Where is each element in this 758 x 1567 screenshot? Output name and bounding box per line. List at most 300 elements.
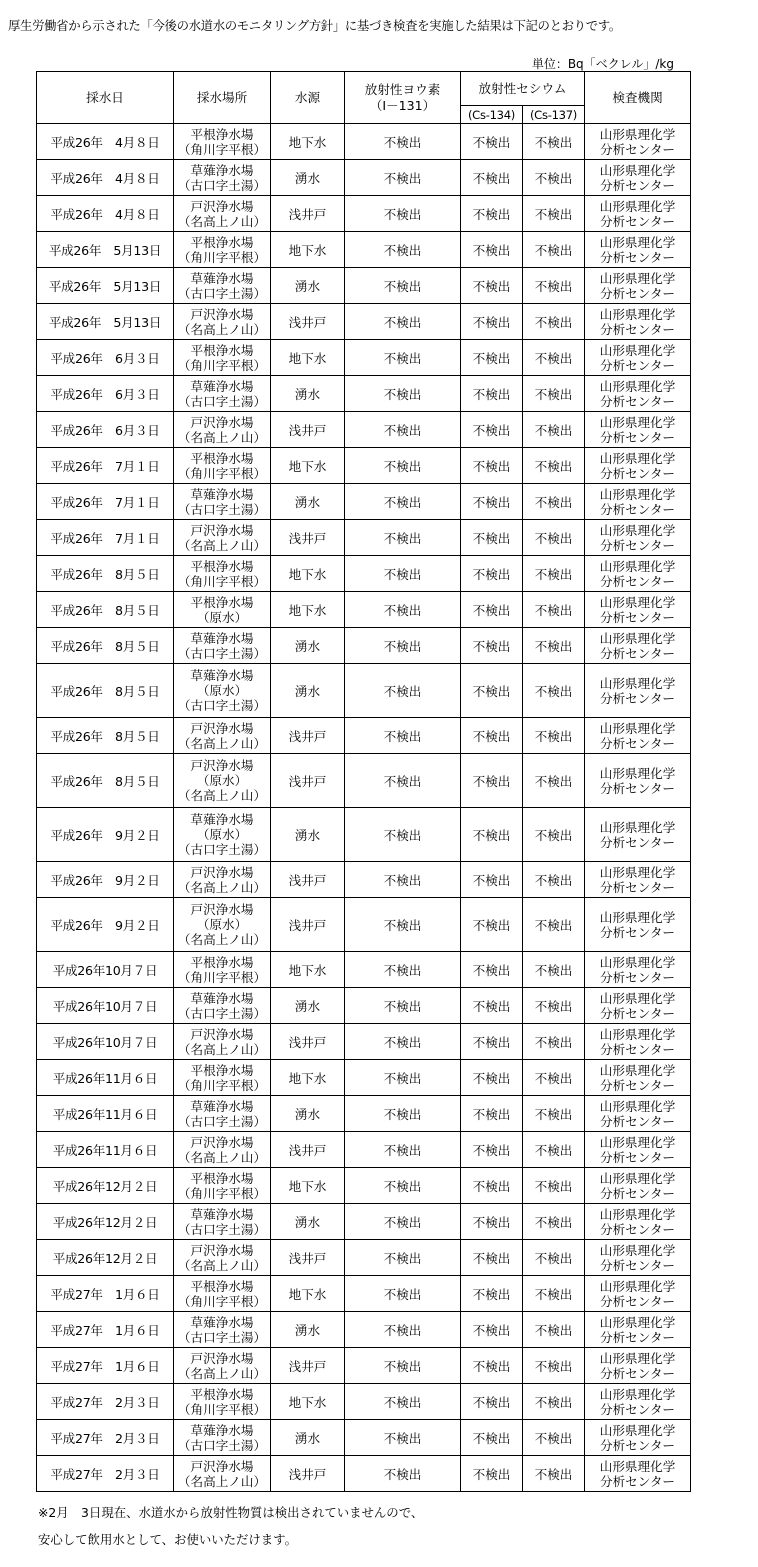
sample-date: 平成26年11月６日 (37, 1096, 174, 1132)
inspection-org-line: 分析センター (599, 1293, 676, 1309)
sample-date: 平成26年 9月２日 (37, 808, 174, 862)
inspection-org (585, 376, 691, 412)
sample-place-line: 草薙浄水場 (190, 1098, 254, 1114)
sample-date: 平成27年 2月３日 (37, 1420, 174, 1456)
cs137-result: 不検出 (523, 1060, 585, 1096)
inspection-org-line: 山形県理化学 (599, 675, 676, 691)
sample-date: 平成26年 8月５日 (37, 592, 174, 628)
sample-date: 平成26年10月７日 (37, 988, 174, 1024)
sample-date: 平成26年 8月５日 (37, 718, 174, 754)
table-row (37, 484, 691, 520)
table-row (37, 448, 691, 484)
inspection-org-line: 山形県理化学 (599, 1026, 676, 1042)
sample-place (174, 1312, 271, 1348)
sample-date: 平成26年 4月８日 (37, 160, 174, 196)
cs137-result: 不検出 (523, 1204, 585, 1240)
water-source: 浅井戸 (271, 718, 345, 754)
water-source: 浅井戸 (271, 754, 345, 808)
inspection-org-line: 分析センター (599, 1077, 676, 1093)
cs134-result: 不検出 (461, 448, 523, 484)
iodine-result: 不検出 (345, 1168, 461, 1204)
sample-place-line: （古口字土湯） (177, 1005, 267, 1021)
sample-place-line: 戸沢浄水場 (190, 198, 254, 214)
sample-date: 平成26年12月２日 (37, 1204, 174, 1240)
iodine-result: 不検出 (345, 448, 461, 484)
inspection-org (585, 1276, 691, 1312)
inspection-org-line: 分析センター (599, 1365, 676, 1381)
sample-place-line: 戸沢浄水場 (190, 1350, 254, 1366)
results-table (36, 71, 691, 1492)
cs134-result: 不検出 (461, 1096, 523, 1132)
cs137-result: 不検出 (523, 196, 585, 232)
inspection-org-line: 山形県理化学 (599, 720, 676, 736)
table-row (37, 1240, 691, 1276)
sample-place-line: （角川字平根） (177, 1185, 267, 1201)
iodine-result: 不検出 (345, 1384, 461, 1420)
table-row (37, 196, 691, 232)
sample-place-line: （古口字土湯） (177, 177, 267, 193)
inspection-org (585, 1096, 691, 1132)
sample-place-line: （古口字土湯） (177, 1221, 267, 1237)
cs137-result: 不検出 (523, 718, 585, 754)
sample-date: 平成26年 5月13日 (37, 232, 174, 268)
sample-date: 平成26年 6月３日 (37, 340, 174, 376)
table-row (37, 1132, 691, 1168)
sample-place-line: （原水） (196, 917, 248, 932)
inspection-org (585, 628, 691, 664)
sample-place-line: 平根浄水場 (190, 558, 254, 574)
sample-date: 平成27年 1月６日 (37, 1312, 174, 1348)
sample-place-line: 平根浄水場 (190, 954, 254, 970)
sample-place (174, 376, 271, 412)
sample-place-line: 戸沢浄水場 (190, 902, 254, 917)
iodine-result: 不検出 (345, 232, 461, 268)
cs134-result: 不検出 (461, 1456, 523, 1492)
sample-place-line: （名高上ノ山） (177, 1041, 267, 1057)
iodine-result: 不検出 (345, 304, 461, 340)
sample-place (174, 952, 271, 988)
cs137-result: 不検出 (523, 1420, 585, 1456)
iodine-result: 不検出 (345, 718, 461, 754)
inspection-org-line: 分析センター (599, 1149, 676, 1165)
inspection-org-line: 山形県理化学 (599, 864, 676, 880)
inspection-org-line: 分析センター (599, 429, 676, 445)
inspection-org (585, 1420, 691, 1456)
table-row (37, 754, 691, 808)
inspection-org (585, 1312, 691, 1348)
sample-place-line: （名高上ノ山） (177, 537, 267, 553)
inspection-org-line: 分析センター (599, 285, 676, 301)
inspection-org-line: 分析センター (599, 924, 676, 940)
inspection-org-line: 分析センター (599, 537, 676, 553)
sample-place (174, 1456, 271, 1492)
water-source: 地下水 (271, 1060, 345, 1096)
inspection-org (585, 1456, 691, 1492)
iodine-result: 不検出 (345, 592, 461, 628)
iodine-result: 不検出 (345, 1312, 461, 1348)
cs134-result: 不検出 (461, 592, 523, 628)
water-source: 地下水 (271, 232, 345, 268)
sample-place-line: 草薙浄水場 (190, 1314, 254, 1330)
water-source: 浅井戸 (271, 1240, 345, 1276)
cs134-result: 不検出 (461, 1312, 523, 1348)
sample-place (174, 718, 271, 754)
iodine-result: 不検出 (345, 808, 461, 862)
sample-place-line: （角川字平根） (177, 1401, 267, 1417)
sample-place-line: 平根浄水場 (190, 234, 254, 250)
inspection-org-line: 分析センター (599, 690, 676, 706)
sample-place-line: 平根浄水場 (190, 594, 254, 610)
inspection-org (585, 1168, 691, 1204)
cs134-result: 不検出 (461, 556, 523, 592)
sample-place-line: 平根浄水場 (190, 1278, 254, 1294)
inspection-org-line: 分析センター (599, 609, 676, 625)
sample-place-line: （古口字土湯） (177, 1437, 267, 1453)
cs134-result: 不検出 (461, 1384, 523, 1420)
sample-place (174, 340, 271, 376)
iodine-result: 不検出 (345, 1348, 461, 1384)
water-source: 浅井戸 (271, 862, 345, 898)
sample-place (174, 1060, 271, 1096)
sample-place (174, 1384, 271, 1420)
inspection-org-line: 山形県理化学 (599, 270, 676, 286)
cs134-result: 不検出 (461, 664, 523, 718)
iodine-result: 不検出 (345, 1060, 461, 1096)
water-source: 湧水 (271, 1096, 345, 1132)
inspection-org-line: 山形県理化学 (599, 342, 676, 358)
cs134-result: 不検出 (461, 304, 523, 340)
table-row (37, 520, 691, 556)
table-row (37, 592, 691, 628)
iodine-result: 不検出 (345, 340, 461, 376)
iodine-result: 不検出 (345, 124, 461, 160)
sample-place (174, 124, 271, 160)
cs137-result: 不検出 (523, 304, 585, 340)
iodine-result: 不検出 (345, 862, 461, 898)
inspection-org-line: 山形県理化学 (599, 1458, 676, 1474)
cs134-result: 不検出 (461, 160, 523, 196)
inspection-org-line: 山形県理化学 (599, 450, 676, 466)
table-row (37, 1312, 691, 1348)
cs134-result: 不検出 (461, 808, 523, 862)
table-row (37, 124, 691, 160)
iodine-result: 不検出 (345, 1420, 461, 1456)
inspection-org (585, 448, 691, 484)
table-row (37, 1276, 691, 1312)
sample-place-line: 戸沢浄水場 (190, 1458, 254, 1474)
inspection-org-line: 分析センター (599, 1401, 676, 1417)
cs134-result: 不検出 (461, 628, 523, 664)
sample-place-line: （古口字土湯） (177, 501, 267, 517)
sample-date: 平成26年 9月２日 (37, 898, 174, 952)
inspection-org-line: 山形県理化学 (599, 234, 676, 250)
sample-place-line: 戸沢浄水場 (190, 522, 254, 538)
sample-date: 平成26年10月７日 (37, 1024, 174, 1060)
sample-place-line: 草薙浄水場 (190, 630, 254, 646)
inspection-org (585, 268, 691, 304)
sample-place-line: （角川字平根） (177, 141, 267, 157)
sample-place-line: （名高上ノ山） (177, 321, 267, 337)
inspection-org-line: 山形県理化学 (599, 1386, 676, 1402)
inspection-org-line: 山形県理化学 (599, 486, 676, 502)
cs137-result: 不検出 (523, 484, 585, 520)
sample-place-line: （古口字土湯） (177, 698, 267, 713)
sample-date: 平成26年 4月８日 (37, 196, 174, 232)
water-source: 地下水 (271, 556, 345, 592)
sample-place-line: （角川字平根） (177, 249, 267, 265)
sample-place (174, 1024, 271, 1060)
water-source: 地下水 (271, 1168, 345, 1204)
cs134-result: 不検出 (461, 124, 523, 160)
sample-place-line: 戸沢浄水場 (190, 864, 254, 880)
water-source: 浅井戸 (271, 412, 345, 448)
sample-place-line: （名高上ノ山） (177, 429, 267, 445)
inspection-org-line: 分析センター (599, 969, 676, 985)
cs134-result: 不検出 (461, 1420, 523, 1456)
water-source: 地下水 (271, 1276, 345, 1312)
sample-place-line: （古口字土湯） (177, 1113, 267, 1129)
table-row (37, 1456, 691, 1492)
table-row (37, 862, 691, 898)
iodine-result: 不検出 (345, 1024, 461, 1060)
sample-place-line: （名高上ノ山） (177, 735, 267, 751)
table-row (37, 268, 691, 304)
sample-date: 平成26年 8月５日 (37, 556, 174, 592)
sample-place (174, 484, 271, 520)
table-row (37, 988, 691, 1024)
cs134-result: 不検出 (461, 898, 523, 952)
iodine-result: 不検出 (345, 484, 461, 520)
cs134-result: 不検出 (461, 754, 523, 808)
cs134-result: 不検出 (461, 340, 523, 376)
inspection-org-line: 山形県理化学 (599, 1350, 676, 1366)
sample-place (174, 1096, 271, 1132)
sample-place-line: （角川字平根） (177, 969, 267, 985)
header-org: 検査機関 (585, 72, 691, 124)
sample-place-line: 草薙浄水場 (190, 162, 254, 178)
sample-place (174, 898, 271, 952)
header-iodine (345, 72, 461, 124)
inspection-org-line: 分析センター (599, 1041, 676, 1057)
inspection-org-line: 分析センター (599, 321, 676, 337)
cs137-result: 不検出 (523, 1024, 585, 1060)
cs137-result: 不検出 (523, 1312, 585, 1348)
iodine-result: 不検出 (345, 1204, 461, 1240)
inspection-org (585, 952, 691, 988)
inspection-org-line: 山形県理化学 (599, 558, 676, 574)
cs137-result: 不検出 (523, 1240, 585, 1276)
water-source: 地下水 (271, 124, 345, 160)
sample-place-line: 平根浄水場 (190, 1062, 254, 1078)
sample-place-line: 平根浄水場 (190, 450, 254, 466)
iodine-result: 不検出 (345, 628, 461, 664)
water-source: 湧水 (271, 1420, 345, 1456)
water-source: 湧水 (271, 1204, 345, 1240)
iodine-result: 不検出 (345, 952, 461, 988)
inspection-org-line: 分析センター (599, 501, 676, 517)
inspection-org-line: 分析センター (599, 177, 676, 193)
inspection-org-line: 山形県理化学 (599, 1206, 676, 1222)
inspection-org-line: 山形県理化学 (599, 126, 676, 142)
inspection-org (585, 1204, 691, 1240)
sample-date: 平成26年 4月８日 (37, 124, 174, 160)
inspection-org-line: 山形県理化学 (599, 1170, 676, 1186)
inspection-org (585, 556, 691, 592)
iodine-result: 不検出 (345, 898, 461, 952)
table-row (37, 412, 691, 448)
inspection-org (585, 718, 691, 754)
sample-place-line: 草薙浄水場 (190, 668, 254, 683)
cs137-result: 不検出 (523, 340, 585, 376)
water-source: 湧水 (271, 808, 345, 862)
table-row (37, 304, 691, 340)
water-source: 湧水 (271, 664, 345, 718)
water-source: 浅井戸 (271, 1348, 345, 1384)
cs134-result: 不検出 (461, 412, 523, 448)
cs137-result: 不検出 (523, 160, 585, 196)
inspection-org-line: 山形県理化学 (599, 306, 676, 322)
sample-place-line: （名高上ノ山） (177, 788, 267, 803)
cs134-result: 不検出 (461, 484, 523, 520)
sample-place (174, 448, 271, 484)
cs137-result: 不検出 (523, 628, 585, 664)
iodine-result: 不検出 (345, 556, 461, 592)
cs137-result: 不検出 (523, 1096, 585, 1132)
water-source: 湧水 (271, 484, 345, 520)
cs137-result: 不検出 (523, 124, 585, 160)
inspection-org-line: 分析センター (599, 1185, 676, 1201)
water-source: 浅井戸 (271, 304, 345, 340)
unit-label: 単位：Bq「ベクレル」/kg (531, 57, 674, 71)
cs134-result: 不検出 (461, 1024, 523, 1060)
sample-place-line: （名高上ノ山） (177, 932, 267, 947)
iodine-result: 不検出 (345, 754, 461, 808)
table-row (37, 718, 691, 754)
water-source: 浅井戸 (271, 196, 345, 232)
sample-place-line: （原水） (196, 683, 248, 698)
water-source: 浅井戸 (271, 520, 345, 556)
inspection-org-line: 分析センター (599, 645, 676, 661)
inspection-org-line: 山形県理化学 (599, 1134, 676, 1150)
cs137-result: 不検出 (523, 1168, 585, 1204)
water-source: 地下水 (271, 952, 345, 988)
sample-place (174, 196, 271, 232)
table-row (37, 1060, 691, 1096)
header-cs137: (Cs-137) (523, 106, 585, 124)
sample-place (174, 592, 271, 628)
inspection-org-line: 分析センター (599, 1221, 676, 1237)
cs137-result: 不検出 (523, 1456, 585, 1492)
sample-place-line: （古口字土湯） (177, 842, 267, 857)
header-cs134: (Cs-134) (461, 106, 523, 124)
inspection-org-line: 分析センター (599, 1437, 676, 1453)
water-source: 浅井戸 (271, 1132, 345, 1168)
sample-place (174, 1420, 271, 1456)
sample-date: 平成26年 5月13日 (37, 268, 174, 304)
iodine-result: 不検出 (345, 988, 461, 1024)
iodine-result: 不検出 (345, 376, 461, 412)
inspection-org-line: 分析センター (599, 141, 676, 157)
sample-place (174, 862, 271, 898)
inspection-org (585, 484, 691, 520)
water-source: 地下水 (271, 448, 345, 484)
water-source: 湧水 (271, 160, 345, 196)
cs134-result: 不検出 (461, 1168, 523, 1204)
table-row (37, 898, 691, 952)
sample-place-line: （古口字土湯） (177, 285, 267, 301)
sample-date: 平成27年 2月３日 (37, 1384, 174, 1420)
sample-place-line: （原水） (196, 773, 248, 788)
inspection-org (585, 592, 691, 628)
table-row (37, 232, 691, 268)
sample-place (174, 808, 271, 862)
inspection-org-line: 山形県理化学 (599, 378, 676, 394)
inspection-org (585, 232, 691, 268)
table-row (37, 1168, 691, 1204)
sample-place-line: 戸沢浄水場 (190, 1134, 254, 1150)
sample-date: 平成26年 7月１日 (37, 484, 174, 520)
inspection-org-line: 山形県理化学 (599, 1278, 676, 1294)
cs137-result: 不検出 (523, 520, 585, 556)
inspection-org-line: 分析センター (599, 834, 676, 850)
inspection-org (585, 124, 691, 160)
sample-place-line: （角川字平根） (177, 357, 267, 373)
header-cesium: 放射性セシウム (461, 72, 585, 106)
inspection-org (585, 340, 691, 376)
sample-place (174, 628, 271, 664)
sample-place-line: （名高上ノ山） (177, 213, 267, 229)
sample-place (174, 1132, 271, 1168)
cs134-result: 不検出 (461, 268, 523, 304)
sample-place-line: 戸沢浄水場 (190, 758, 254, 773)
inspection-org-line: 分析センター (599, 879, 676, 895)
inspection-org-line: 山形県理化学 (599, 414, 676, 430)
water-source: 湧水 (271, 268, 345, 304)
cs137-result: 不検出 (523, 898, 585, 952)
cs137-result: 不検出 (523, 862, 585, 898)
sample-date: 平成26年10月７日 (37, 952, 174, 988)
sample-place-line: 平根浄水場 (190, 1170, 254, 1186)
water-source: 浅井戸 (271, 898, 345, 952)
sample-place-line: 草薙浄水場 (190, 990, 254, 1006)
sample-place (174, 754, 271, 808)
cs134-result: 不検出 (461, 1060, 523, 1096)
inspection-org-line: 山形県理化学 (599, 909, 676, 925)
sample-date: 平成27年 1月６日 (37, 1276, 174, 1312)
table-row (37, 556, 691, 592)
cs134-result: 不検出 (461, 1132, 523, 1168)
sample-place-line: 草薙浄水場 (190, 486, 254, 502)
sample-place (174, 412, 271, 448)
iodine-result: 不検出 (345, 268, 461, 304)
sample-place-line: （古口字土湯） (177, 393, 267, 409)
table-header (37, 72, 691, 124)
sample-date: 平成26年 6月３日 (37, 376, 174, 412)
sample-place (174, 520, 271, 556)
cs137-result: 不検出 (523, 268, 585, 304)
iodine-result: 不検出 (345, 1456, 461, 1492)
inspection-org-line: 山形県理化学 (599, 765, 676, 781)
iodine-result: 不検出 (345, 520, 461, 556)
sample-date: 平成26年 6月３日 (37, 412, 174, 448)
sample-place-line: 戸沢浄水場 (190, 414, 254, 430)
iodine-result: 不検出 (345, 1276, 461, 1312)
sample-date: 平成26年 8月５日 (37, 664, 174, 718)
intro-text: 厚生労働省から示された「今後の水道水のモニタリング方針」に基づき検査を実施した結果は下記のとおりです。 (8, 18, 621, 33)
sample-place (174, 304, 271, 340)
iodine-result: 不検出 (345, 160, 461, 196)
sample-place-line: 平根浄水場 (190, 126, 254, 142)
